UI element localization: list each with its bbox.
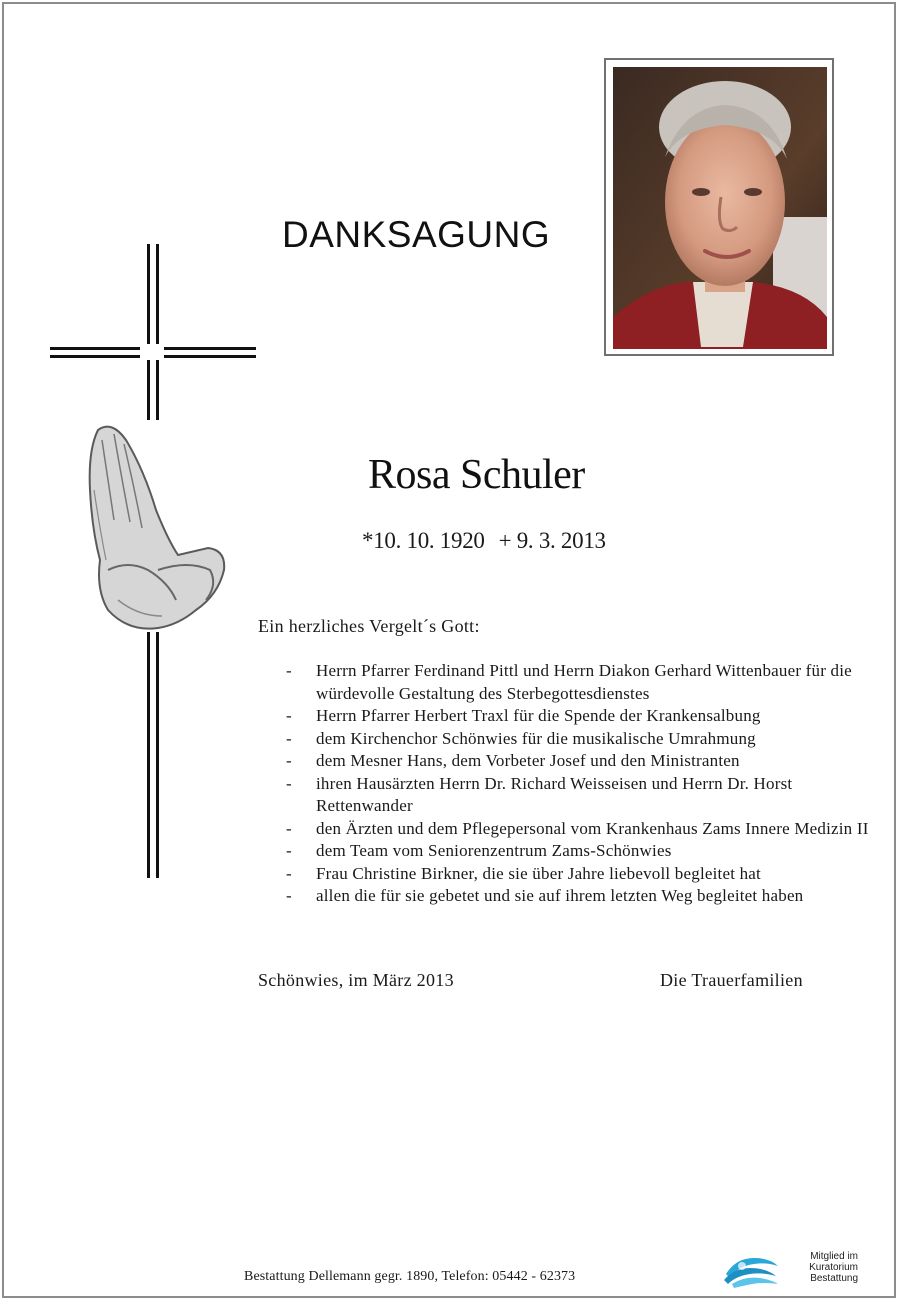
thanks-list bbox=[284, 660, 874, 908]
signature: Die Trauerfamilien bbox=[660, 970, 803, 990]
place-date: Schönwies, im März 2013 bbox=[258, 970, 454, 990]
life-dates bbox=[362, 528, 606, 554]
list-item: - Herrn Pfarrer Ferdinand Pittl und Herrn Diakon Gerhard Wittenbauer für die würdevolle Gestaltung des Sterbegottesdienstes bbox=[284, 660, 874, 705]
list-item: - den Ärzten und dem Pflegepersonal vom Krankenhaus Zams Innere Medizin II bbox=[284, 818, 874, 841]
logo-line-1: Mitglied im bbox=[810, 1251, 858, 1262]
list-item: - Frau Christine Birkner, die sie über Jahre liebevoll begleitet hat bbox=[284, 863, 874, 886]
birth-date: *10. 10. 1920 bbox=[362, 528, 485, 553]
deceased-name: Rosa Schuler bbox=[368, 452, 585, 498]
list-item: - allen die für sie gebetet und sie auf ihrem letzten Weg begleitet haben bbox=[284, 885, 874, 908]
death-date: + 9. 3. 2013 bbox=[498, 528, 606, 553]
list-item: - ihren Hausärzten Herrn Dr. Richard Weisseisen und Herrn Dr. Horst Rettenwander bbox=[284, 773, 874, 818]
footer-text: Bestattung Dellemann gegr. 1890, Telefon: 05442 - 62373 bbox=[244, 1269, 576, 1284]
list-item: - dem Team vom Seniorenzentrum Zams-Schönwies bbox=[284, 840, 874, 863]
greeting-text: Ein herzliches Vergelt´s Gott: bbox=[258, 616, 480, 636]
kuratorium-wave-logo bbox=[722, 1248, 782, 1288]
page-title: DANKSAGUNG bbox=[282, 214, 551, 255]
list-item: - Herrn Pfarrer Herbert Traxl für die Spende der Krankensalbung bbox=[284, 705, 874, 728]
logo-caption bbox=[790, 1251, 858, 1284]
portrait-image bbox=[613, 67, 827, 349]
logo-line-2: Kuratorium Bestattung bbox=[809, 1262, 858, 1284]
praying-hands-icon bbox=[78, 420, 228, 632]
list-item: - dem Mesner Hans, dem Vorbeter Josef und den Ministranten bbox=[284, 750, 874, 773]
portrait-photo bbox=[604, 58, 834, 356]
list-item: - dem Kirchenchor Schönwies für die musikalische Umrahmung bbox=[284, 728, 874, 751]
